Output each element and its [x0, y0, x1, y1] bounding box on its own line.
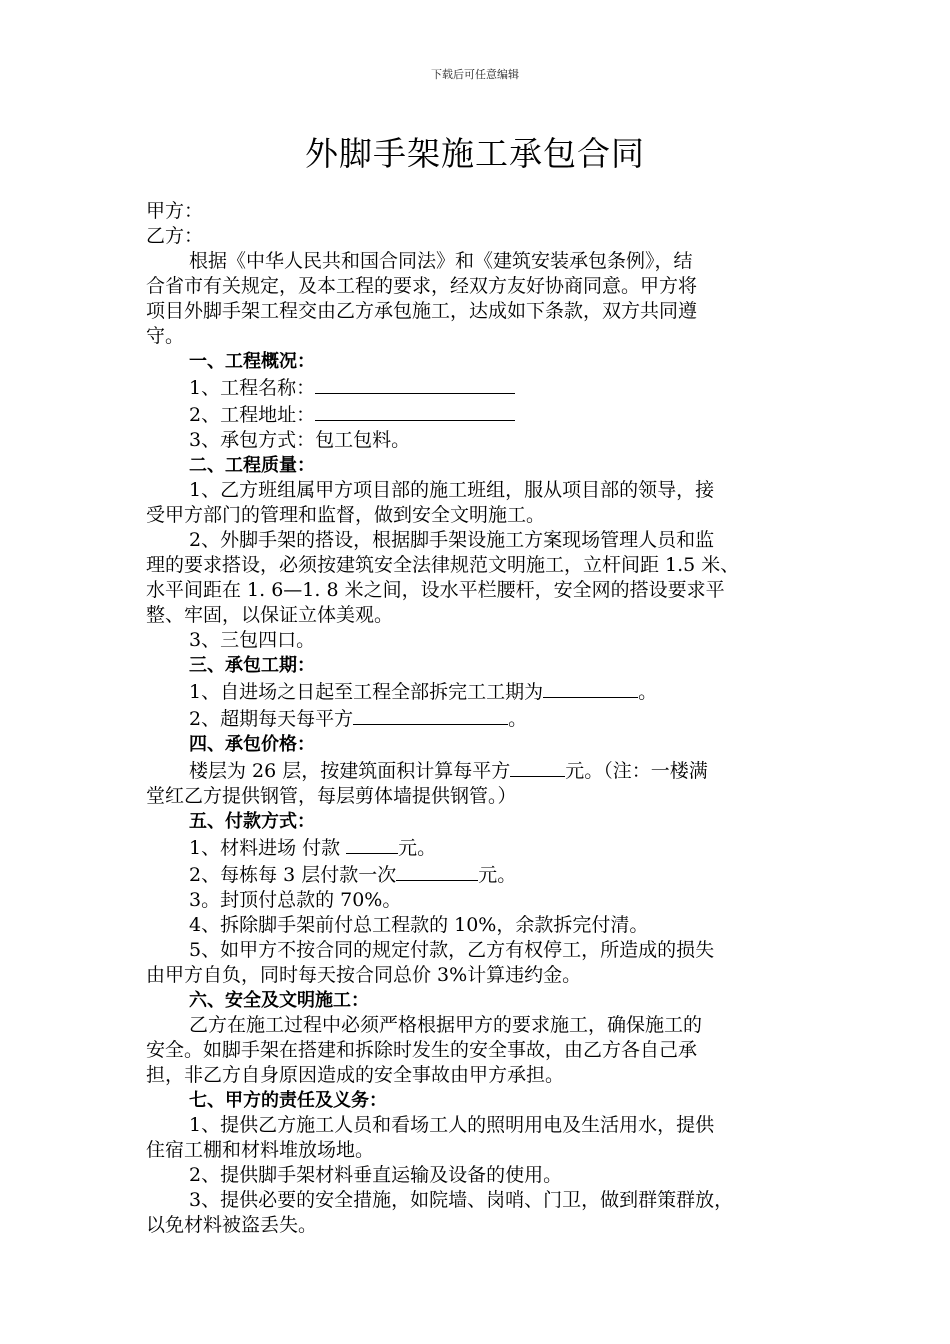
project-name-label: 1、工程名称： — [189, 377, 316, 399]
project-name-line — [146, 374, 808, 401]
payment-suffix: 元。 — [398, 837, 437, 859]
overdue-line — [146, 705, 808, 732]
paragraph-line: 由甲方自负，同时每天按合同总价 3%计算违约金。 — [146, 964, 582, 986]
paragraph-line: 住宿工棚和材料堆放场地。 — [146, 1139, 375, 1161]
section-heading-period: 三、承包工期： — [189, 655, 315, 676]
period-label: 1、自进场之日起至工程全部拆完工工期为 — [189, 681, 544, 703]
section-heading-overview: 一、工程概况： — [189, 351, 315, 372]
payment-blank[interactable] — [346, 834, 398, 854]
project-address-line — [146, 401, 808, 428]
payment-label: 2、每栋每 3 层付款一次 — [189, 864, 397, 886]
party-b-label: 乙方： — [146, 225, 204, 247]
intro-line: 守。 — [146, 325, 185, 347]
paragraph-line: 2、外脚手架的搭设，根据脚手架设施工方案现场管理人员和监 — [189, 529, 715, 551]
price-line — [146, 757, 808, 784]
paragraph-line: 3、提供必要的安全措施，如院墙、岗哨、门卫，做到群策群放， — [189, 1189, 734, 1211]
paragraph-line: 5、如甲方不按合同的规定付款，乙方有权停工，所造成的损失 — [189, 939, 715, 961]
party-a-label: 甲方： — [146, 200, 204, 222]
intro-line: 根据《中华人民共和国合同法》和《建筑安装承包条例》，结 — [189, 250, 693, 272]
contract-method-line: 3、承包方式：包工包料。 — [189, 429, 411, 451]
section-heading-price: 四、承包价格： — [189, 734, 315, 755]
paragraph-line: 2、提供脚手架材料垂直运输及设备的使用。 — [189, 1164, 563, 1186]
header-note: 下载后可任意编辑 — [431, 68, 519, 81]
paragraph-line: 以免材料被盗丢失。 — [146, 1214, 318, 1236]
intro-line: 项目外脚手架工程交由乙方承包施工，达成如下条款，双方共同遵 — [146, 300, 698, 322]
paragraph-line: 3、三包四口。 — [189, 629, 316, 651]
paragraph-line: 安全。如脚手架在搭建和拆除时发生的安全事故，由乙方各自己承 — [146, 1039, 698, 1061]
section-heading-quality: 二、工程质量： — [189, 455, 315, 476]
project-name-blank[interactable] — [315, 374, 515, 394]
overdue-suffix: 。 — [508, 708, 528, 730]
price-suffix: 元。（注：一楼满 — [565, 760, 708, 782]
paragraph-line: 1、乙方班组属甲方项目部的施工班组，服从项目部的领导，接 — [189, 479, 715, 501]
section-heading-safety: 六、安全及文明施工： — [189, 990, 369, 1011]
contract-body — [146, 199, 808, 1238]
paragraph-line: 3。封顶付总款的 70%。 — [189, 889, 402, 911]
overdue-label: 2、超期每天每平方 — [189, 708, 354, 730]
paragraph-line: 水平间距在 1. 6—1. 8 米之间，设水平栏腰杆，安全网的搭设要求平 — [146, 579, 725, 601]
payment-line — [146, 834, 808, 861]
period-line — [146, 678, 808, 705]
payment-label: 1、材料进场 付款 — [189, 837, 347, 859]
section-heading-party-a-duties: 七、甲方的责任及义务： — [189, 1090, 387, 1111]
contract-title: 外脚手架施工承包合同 — [305, 134, 645, 173]
paragraph-line: 受甲方部门的管理和监督，做到安全文明施工。 — [146, 504, 546, 526]
paragraph-line: 1、提供乙方施工人员和看场工人的照明用电及生活用水，提供 — [189, 1114, 715, 1136]
intro-line: 合省市有关规定，及本工程的要求，经双方友好协商同意。甲方将 — [146, 275, 698, 297]
price-blank[interactable] — [510, 757, 565, 777]
paragraph-line: 堂红乙方提供钢管，每层剪体墙提供钢管。） — [146, 785, 517, 807]
payment-line — [146, 861, 808, 888]
paragraph-line: 乙方在施工过程中必须严格根据甲方的要求施工，确保施工的 — [189, 1014, 703, 1036]
paragraph-line: 整、牢固，以保证立体美观。 — [146, 604, 394, 626]
overdue-blank[interactable] — [353, 705, 508, 725]
paragraph-line: 理的要求搭设，必须按建筑安全法律规范文明施工，立杆间距 1.5 米、 — [146, 554, 740, 576]
project-address-label: 2、工程地址： — [189, 404, 316, 426]
payment-blank[interactable] — [396, 861, 478, 881]
payment-suffix: 元。 — [478, 864, 517, 886]
price-label: 楼层为 26 层，按建筑面积计算每平方 — [189, 760, 511, 782]
section-heading-payment: 五、付款方式： — [189, 811, 315, 832]
paragraph-line: 担，非乙方自身原因造成的安全事故由甲方承担。 — [146, 1064, 565, 1086]
paragraph-line: 4、拆除脚手架前付总工程款的 10%，余款拆完付清。 — [189, 914, 649, 936]
period-suffix: 。 — [638, 681, 658, 703]
project-address-blank[interactable] — [315, 401, 515, 421]
period-blank[interactable] — [543, 678, 638, 698]
